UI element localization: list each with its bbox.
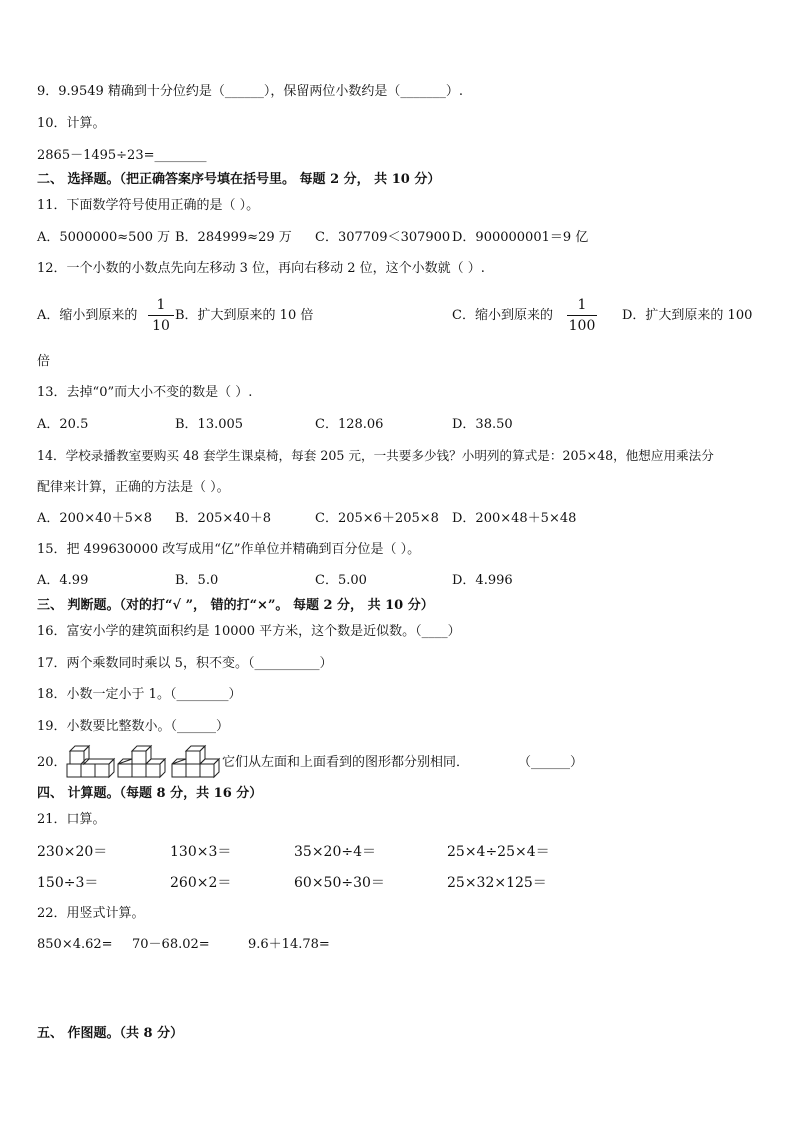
question-22: 22．用竖式计算。: [37, 906, 145, 921]
q21-item: 230×20＝: [37, 844, 108, 860]
q21-item: 260×2＝: [170, 875, 232, 891]
q22-item: 850×4.62=: [37, 937, 113, 952]
q14-option-a: A．200×40＋5×8: [37, 511, 153, 526]
q14-option-c: C．205×6＋205×8: [315, 511, 439, 526]
q12-fraction-a: [148, 297, 174, 334]
q22-item: 70－68.02=: [132, 937, 210, 952]
q22-item: 9.6＋14.78=: [248, 937, 330, 952]
question-15: 15．把 499630000 改写成用“亿”作单位并精确到百分位是（ ）。: [37, 542, 421, 557]
question-10-expression: 2865－1495÷23=________: [37, 148, 207, 163]
q15-option-c: C．5.00: [315, 573, 367, 588]
q13-option-b: B．13.005: [175, 417, 244, 432]
q13-option-d: D．38.50: [452, 417, 513, 432]
q12-option-a: A．缩小到原来的: [37, 308, 138, 323]
cube-figure-2: [118, 746, 165, 777]
q12-option-d: D．扩大到原来的 100: [622, 308, 753, 323]
q12-fraction-c-numerator: 1: [577, 297, 587, 313]
q12-option-d-continuation: 倍: [37, 354, 51, 369]
question-19: 19．小数要比整数小。（______）: [37, 719, 230, 734]
question-20-text: 它们从左面和上面看到的图形都分别相同．: [222, 755, 470, 770]
fraction-bar: [567, 315, 597, 316]
cube-figures: [64, 742, 222, 780]
q21-item: 25×4÷25×4＝: [447, 844, 550, 860]
question-10: 10．计算。: [37, 116, 106, 131]
q12-fraction-c: [567, 297, 597, 334]
q21-item: 25×32×125＝: [447, 875, 547, 891]
question-20-answer-blank: （______）: [518, 755, 584, 770]
q11-option-c: C．307709＜307900: [315, 230, 451, 245]
question-14-line-2: 配律来计算，正确的方法是（ ）。: [37, 480, 230, 495]
section-4-heading: 四、 计算题。（每题 8 分，共 16 分）: [37, 786, 263, 801]
q11-option-a: A．5000000≈500 万: [37, 230, 171, 245]
question-17: 17．两个乘数同时乘以 5，积不变。（__________）: [37, 656, 333, 671]
fraction-bar: [148, 315, 174, 316]
q14-option-d: D．200×48＋5×48: [452, 511, 577, 526]
q13-option-c: C．128.06: [315, 417, 384, 432]
q21-item: 150÷3＝: [37, 875, 99, 891]
q21-item: 35×20÷4＝: [294, 844, 376, 860]
q12-fraction-c-denominator: 100: [568, 318, 596, 334]
section-5-heading: 五、 作图题。（共 8 分）: [37, 1026, 184, 1041]
cube-figure-1: [67, 746, 114, 777]
q12-option-c: C．缩小到原来的: [452, 308, 553, 323]
question-13: 13．去掉“0”而大小不变的数是（ ）.: [37, 385, 253, 400]
q15-option-d: D．4.996: [452, 573, 513, 588]
q11-option-d: D．900000001＝9 亿: [452, 230, 589, 245]
q15-option-a: A．4.99: [37, 573, 89, 588]
question-14-line-1: 14．学校录播教室要购买 48 套学生课桌椅，每套 205 元，一共要多少钱？小明列的算式是：205×48，他想应用乘法分: [37, 448, 714, 463]
cube-figure-3: [172, 746, 219, 777]
q12-option-b: B．扩大到原来的 10 倍: [175, 308, 314, 323]
q11-option-b: B．284999≈29 万: [175, 230, 292, 245]
question-20-number: 20．: [37, 755, 67, 770]
question-12: 12．一个小数的小数点先向左移动 3 位，再向右移动 2 位，这个小数就（ ）.: [37, 261, 485, 276]
section-3-heading: 三、 判断题。（对的打“√ ”， 错的打“×”。 每题 2 分， 共 10 分）: [37, 598, 434, 613]
q15-option-b: B．5.0: [175, 573, 219, 588]
q14-option-b: B．205×40＋8: [175, 511, 272, 526]
q13-option-a: A．20.5: [37, 417, 89, 432]
q21-item: 60×50÷30＝: [294, 875, 385, 891]
question-9: 9．9.9549 精确到十分位约是（______），保留两位小数约是（_______）.: [37, 84, 464, 99]
section-2-heading: 二、 选择题。（把正确答案序号填在括号里。 每题 2 分， 共 10 分）: [37, 172, 441, 187]
question-18: 18．小数一定小于 1。（________）: [37, 687, 242, 702]
q12-fraction-a-denominator: 10: [152, 318, 170, 334]
q21-item: 130×3＝: [170, 844, 232, 860]
question-11: 11．下面数学符号使用正确的是（ ）。: [37, 198, 260, 213]
question-21: 21．口算。: [37, 812, 106, 827]
q12-fraction-a-numerator: 1: [156, 297, 166, 313]
question-16: 16．富安小学的建筑面积约是 10000 平方米，这个数是近似数。（____）: [37, 624, 461, 639]
